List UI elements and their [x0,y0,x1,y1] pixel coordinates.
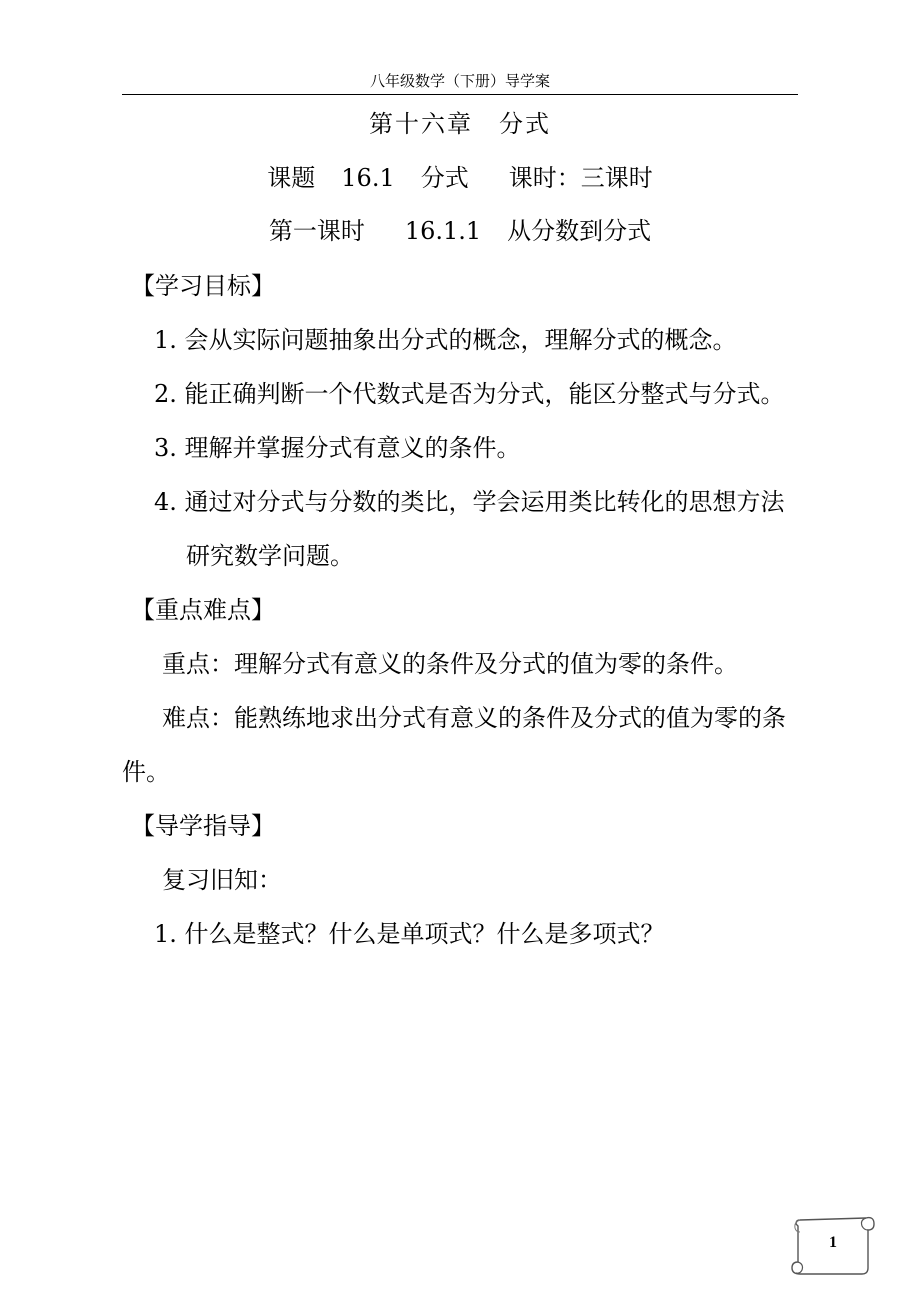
page-header: 八年级数学（下册）导学案 [122,70,798,95]
lesson-title [0,163,920,193]
period-label: 第一课时 [268,217,365,245]
period-name: 从分数到分式 [507,217,652,245]
lesson-hours: 课时：三课时 [508,164,653,192]
lesson-topic-number: 16.1 [341,164,395,192]
chapter-title: 第十六章 分式 [369,110,551,138]
review-label: 复习旧知： [162,866,282,894]
objective-item-4-continued: 研究数学问题。 [186,542,354,570]
period-title [0,216,920,246]
objective-item-1: 1. 会从实际问题抽象出分式的概念，理解分式的概念。 [154,326,737,354]
period-number: 16.1.1 [404,217,482,245]
guide-heading: 【导学指导】 [131,812,275,840]
difficult-point-continued: 件。 [122,758,170,786]
objective-item-2: 2. 能正确判断一个代数式是否为分式，能区分整式与分式。 [154,380,785,408]
page-number-scroll [786,1210,880,1282]
objective-item-4: 4. 通过对分式与分数的类比，学会运用类比转化的思想方法 [154,488,785,516]
key-point: 重点：理解分式有意义的条件及分式的值为零的条件。 [162,650,738,678]
difficult-point: 难点：能熟练地求出分式有意义的条件及分式的值为零的条 [162,704,786,732]
objective-item-3: 3. 理解并掌握分式有意义的条件。 [154,434,521,462]
lesson-topic-name: 分式 [420,164,469,192]
key-points-heading: 【重点难点】 [131,596,275,624]
lesson-topic-label: 课题 [267,164,316,192]
objectives-heading: 【学习目标】 [131,272,275,300]
review-question-1: 1. 什么是整式？什么是单项式？什么是多项式？ [154,920,665,948]
page-number: 1 [829,1234,837,1251]
